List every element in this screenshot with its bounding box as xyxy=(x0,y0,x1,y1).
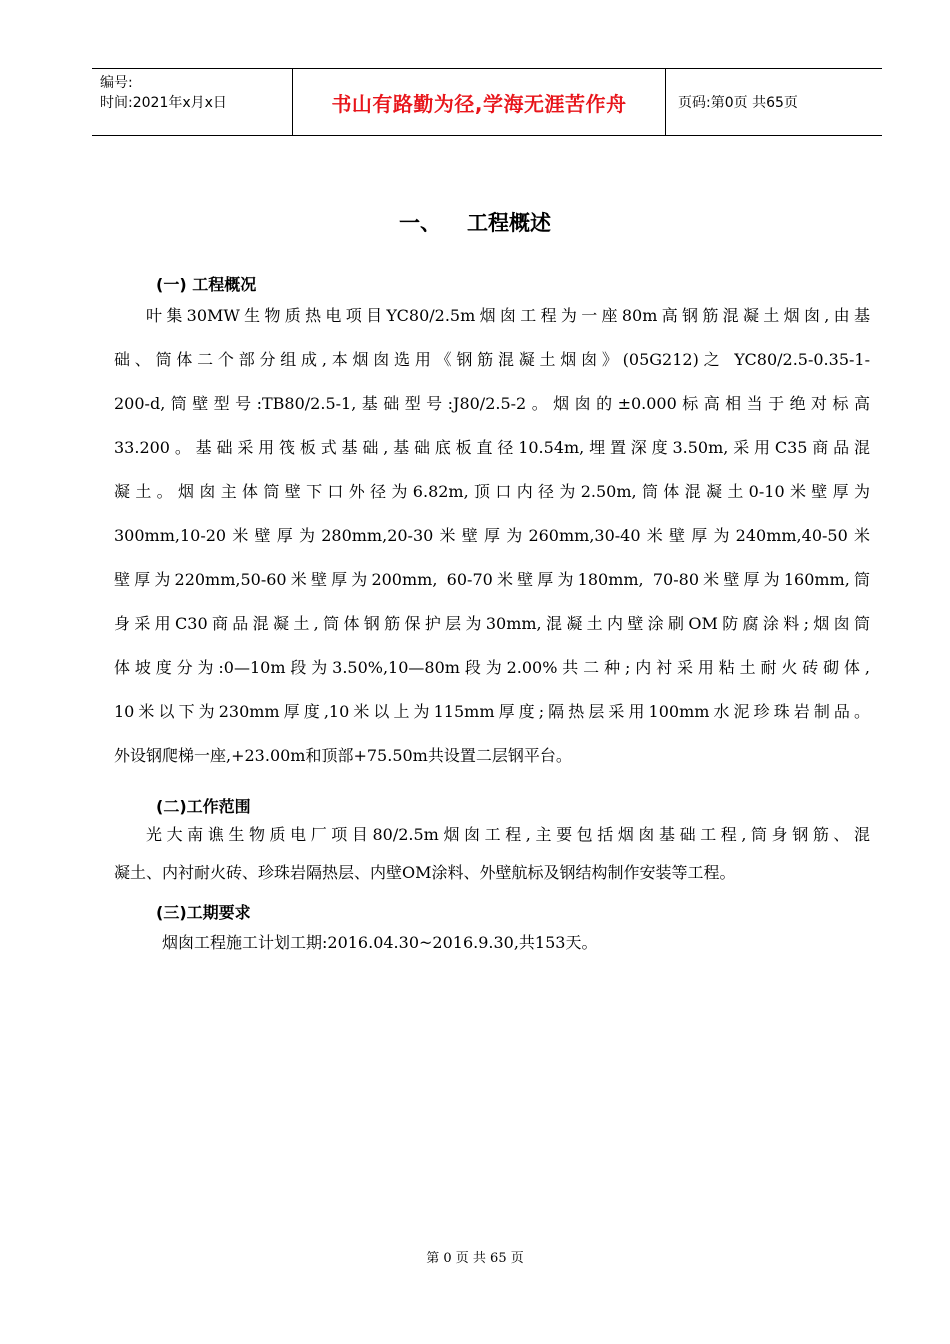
paragraph-line: 叶集30MW生物质热电项目YC80/2.5m烟囱工程为一座80m高钢筋混凝土烟囱,由基 xyxy=(146,306,870,325)
paragraph-schedule xyxy=(114,924,870,962)
number-label: 编号: xyxy=(100,75,133,91)
paragraph-line: 烟囱工程施工计划工期:2016.04.30~2016.9.30,共153天。 xyxy=(162,933,598,952)
section-title-number: 一、 xyxy=(399,211,441,235)
header-page-info: 页码:第0页 共65页 xyxy=(678,95,798,111)
paragraph-line: 10米以下为230mm厚度,10米以上为115mm厚度;隔热层采用100mm水泥珍珠岩制品。 xyxy=(114,702,870,721)
paragraph-line: 光大南谯生物质电厂项目80/2.5m烟囱工程,主要包括烟囱基础工程,筒身钢筋、混 xyxy=(146,825,870,844)
paragraph-line: 体坡度分为:0—10m段为3.50%,10—80m段为2.00%共二种;内衬采用粘土耐火砖砌体, xyxy=(114,658,870,677)
section-title xyxy=(0,207,950,237)
section-title-text: 工程概述 xyxy=(467,211,551,235)
paragraph-line: 300mm,10-20米壁厚为280mm,20-30米壁厚为260mm,30-40米壁厚为240mm,40-50米 xyxy=(114,526,870,545)
paragraph-line: 33.200。基础采用筏板式基础,基础底板直径10.54m,埋置深度3.50m,采用C35商品混 xyxy=(114,438,870,457)
header-motto: 书山有路勤为径,学海无涯苦作舟 xyxy=(293,69,666,135)
paragraph-line: 外设钢爬梯一座,+23.00m和顶部+75.50m共设置二层钢平台。 xyxy=(114,746,572,765)
paragraph-line: 凝土。烟囱主体筒壁下口外径为6.82m,顶口内径为2.50m,筒体混凝土0-10米壁厚为 xyxy=(114,482,870,501)
paragraph-line: 200-d,筒壁型号:TB80/2.5-1,基础型号:J80/2.5-2。烟囱的±0.000标高相当于绝对标高 xyxy=(114,394,870,413)
paragraph-line: 础、筒体二个部分组成,本烟囱选用《钢筋混凝土烟囱》(05G212)之 YC80/2.5-0.35-1- xyxy=(114,350,870,369)
paragraph-scope xyxy=(114,816,870,892)
page-header xyxy=(92,68,882,136)
paragraph-overview xyxy=(114,294,870,778)
paragraph-line: 身采用C30商品混凝土,筒体钢筋保护层为30mm,混凝土内壁涂刷OM防腐涂料;烟囱筒 xyxy=(114,614,870,633)
subsection-title-scope: (二)工作范围 xyxy=(156,797,251,816)
paragraph-line: 壁厚为220mm,50-60米壁厚为200mm, 60-70米壁厚为180mm, 70-80米壁厚为160mm,筒 xyxy=(114,570,870,589)
header-meta xyxy=(92,69,293,135)
subsection-title-overview: (一) 工程概况 xyxy=(156,275,257,294)
page-footer: 第 0 页 共 65 页 xyxy=(426,1251,524,1266)
paragraph-line: 凝土、内衬耐火砖、珍珠岩隔热层、内壁OM涂料、外壁航标及钢结构制作安装等工程。 xyxy=(114,863,736,882)
time-label: 时间:2021年x月x日 xyxy=(100,95,227,111)
subsection-title-schedule: (三)工期要求 xyxy=(156,903,251,922)
